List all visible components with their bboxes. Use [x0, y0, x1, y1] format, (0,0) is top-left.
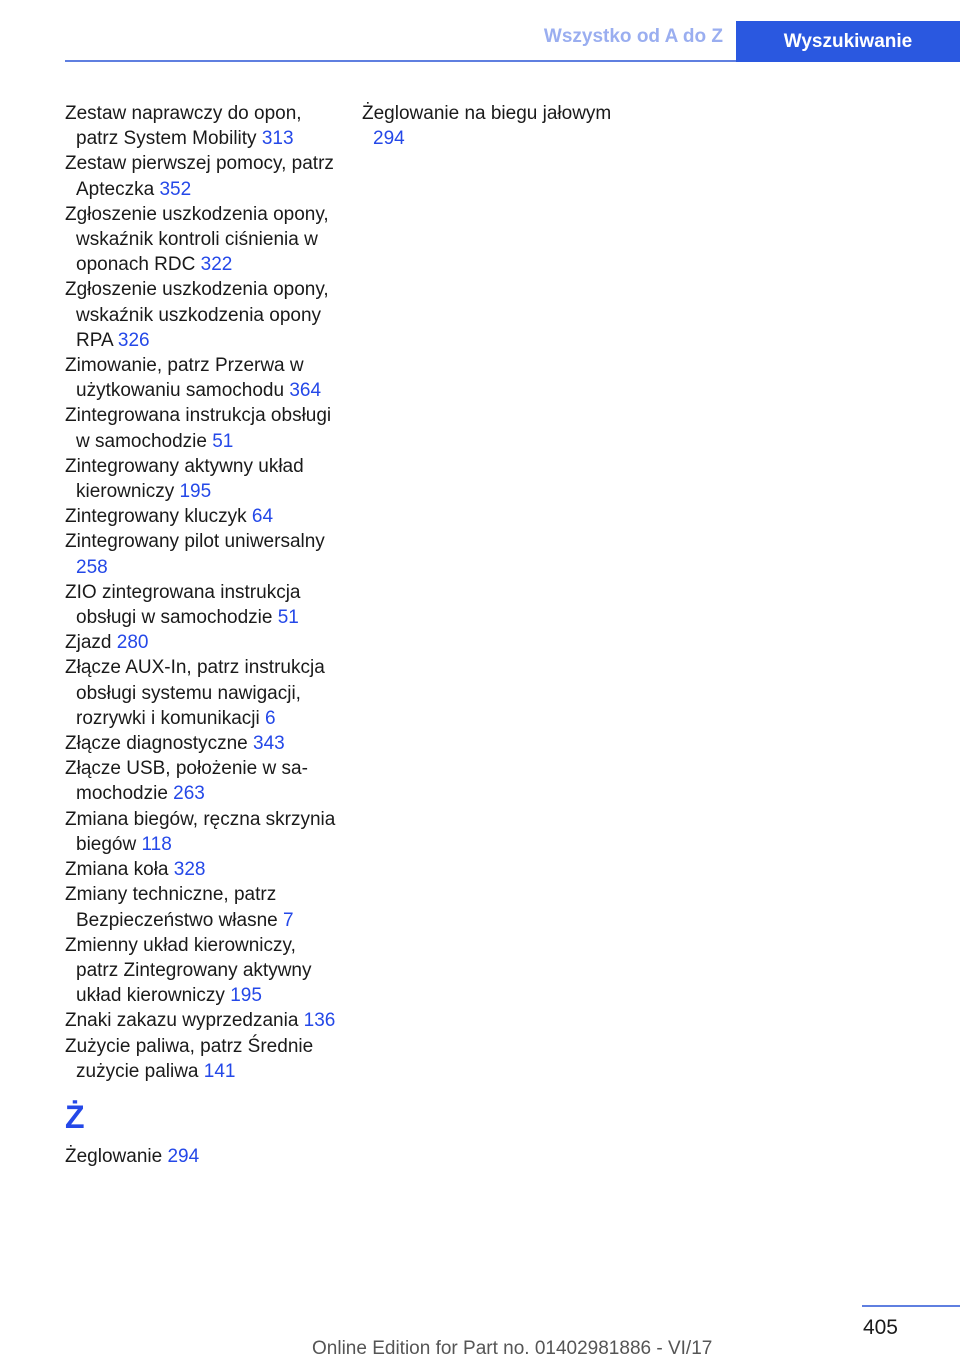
index-entry-text: Zimowanie, patrz Przerwa w użytkowaniu samochodu [65, 355, 304, 402]
index-entry-page-link[interactable]: 352 [159, 178, 192, 200]
index-entry [65, 403, 340, 453]
footer-edition: Online Edition for Part no. 01402981886 - VI/17 [312, 1338, 713, 1359]
index-entry-page-link[interactable]: 294 [167, 1145, 200, 1167]
index-entry-text: Zmiany techniczne, patrz Bezpieczeństwo własne [65, 884, 278, 931]
index-entry [65, 807, 340, 857]
index-column-left [65, 101, 340, 1169]
index-entry-page-link[interactable]: 136 [303, 1010, 336, 1032]
index-entry-page-link[interactable]: 326 [117, 329, 150, 351]
index-entry [65, 353, 340, 403]
index-entry-page-link[interactable]: 364 [289, 380, 322, 402]
index-entries-z [65, 101, 340, 1084]
index-entry-text: Zestaw naprawczy do opon, patrz System Mobility [65, 103, 302, 150]
index-entry-text: Zintegrowany aktywny układ kierowniczy [65, 455, 304, 503]
index-entry [65, 504, 340, 529]
index-entry-page-link[interactable]: 258 [76, 556, 108, 578]
index-entry-text: Zmienny układ kierowniczy, patrz Zintegrowany aktywny układ kierowniczy [65, 934, 312, 1007]
index-entry-text: Zużycie paliwa, patrz Średnie zużycie paliwa [65, 1035, 314, 1082]
index-entry-page-link[interactable]: 328 [173, 859, 206, 881]
index-entry [65, 933, 340, 1009]
index-entry-page-link[interactable]: 195 [179, 481, 212, 503]
index-entry-text: Żeglowanie [65, 1145, 163, 1167]
index-entry-text: Zintegrowana instrukcja obsługi w samochodzie [65, 405, 332, 452]
index-entry-text: ZIO zintegrowana instrukcja obsługi w samochodzie [65, 581, 301, 629]
index-entry [65, 882, 340, 932]
index-entry-text: Zestaw pierwszej pomocy, patrz Apteczka [65, 153, 334, 200]
header-tab-search[interactable]: Wyszukiwanie [736, 21, 960, 62]
index-entry-text: Zmiana koła [65, 859, 169, 881]
index-entry-page-link[interactable]: 6 [264, 707, 276, 729]
index-entry [65, 151, 340, 201]
index-entry-page-link[interactable]: 294 [373, 128, 405, 150]
index-entry [65, 756, 340, 806]
index-entry-page-link[interactable]: 118 [141, 833, 172, 855]
index-entry [65, 580, 340, 630]
index-entry-text: Zintegrowany kluczyk [65, 506, 247, 528]
index-entry-text: Złącze AUX-In, patrz instrukcja obsługi systemu nawigacji, rozrywki i komunikacji [65, 657, 325, 729]
index-entry [65, 1144, 340, 1169]
index-entry [65, 731, 340, 756]
index-entry-text: Zmiana biegów, ręczna skrzynia biegów [65, 808, 336, 855]
index-entry-text: Złącze USB, położenie w samochodzie [65, 758, 308, 805]
index-entry-page-link[interactable]: 280 [116, 632, 149, 654]
index-entry [65, 1008, 340, 1033]
header-section-title[interactable]: Wszystko od A do Z [543, 26, 723, 47]
index-entries-right [362, 101, 622, 151]
index-entry [65, 630, 340, 655]
index-entry-text: Zgłoszenie uszkodzenia opony, wskaźnik uszkodzenia opony RPA [65, 279, 329, 351]
index-entry-text: Zjazd [65, 632, 112, 654]
index-entry-page-link[interactable]: 195 [230, 985, 262, 1007]
index-entry-text: Złącze diagnostyczne [65, 733, 248, 755]
section-letter: Ż [65, 1098, 85, 1135]
index-entry [65, 277, 340, 353]
index-entry-page-link[interactable]: 51 [212, 430, 234, 452]
index-column-right [362, 101, 622, 151]
index-entry-page-link[interactable]: 322 [200, 254, 233, 276]
index-entry-page-link[interactable]: 7 [283, 909, 294, 931]
index-entry-text: Zgłoszenie uszkodzenia opony, wskaźnik kontroli ciśnienia w oponach RDC [65, 203, 329, 276]
index-entry-text: Żeglowanie na biegu jałowym [362, 103, 612, 124]
footer-rule [862, 1305, 960, 1307]
index-entry-page-link[interactable]: 263 [173, 783, 205, 805]
index-entry [65, 101, 340, 151]
index-entry [65, 454, 340, 504]
index-entry-page-link[interactable]: 51 [277, 607, 299, 629]
page-number: 405 [862, 1316, 898, 1339]
index-entry-page-link[interactable]: 343 [253, 733, 285, 755]
index-entry-text: Znaki zakazu wyprzedzania [65, 1010, 299, 1032]
index-entry-page-link[interactable]: 64 [251, 506, 274, 528]
index-entry-page-link[interactable]: 141 [203, 1060, 236, 1082]
index-entry-page-link[interactable]: 313 [261, 128, 294, 150]
index-entries-zh [65, 1144, 340, 1169]
index-entry [65, 529, 340, 579]
index-entry [65, 655, 340, 731]
index-entry [65, 202, 340, 278]
index-entry [362, 101, 622, 151]
index-entry-text: Zintegrowany pilot uniwersalny [65, 531, 325, 553]
index-entry [65, 857, 340, 882]
index-entry [65, 1034, 340, 1084]
